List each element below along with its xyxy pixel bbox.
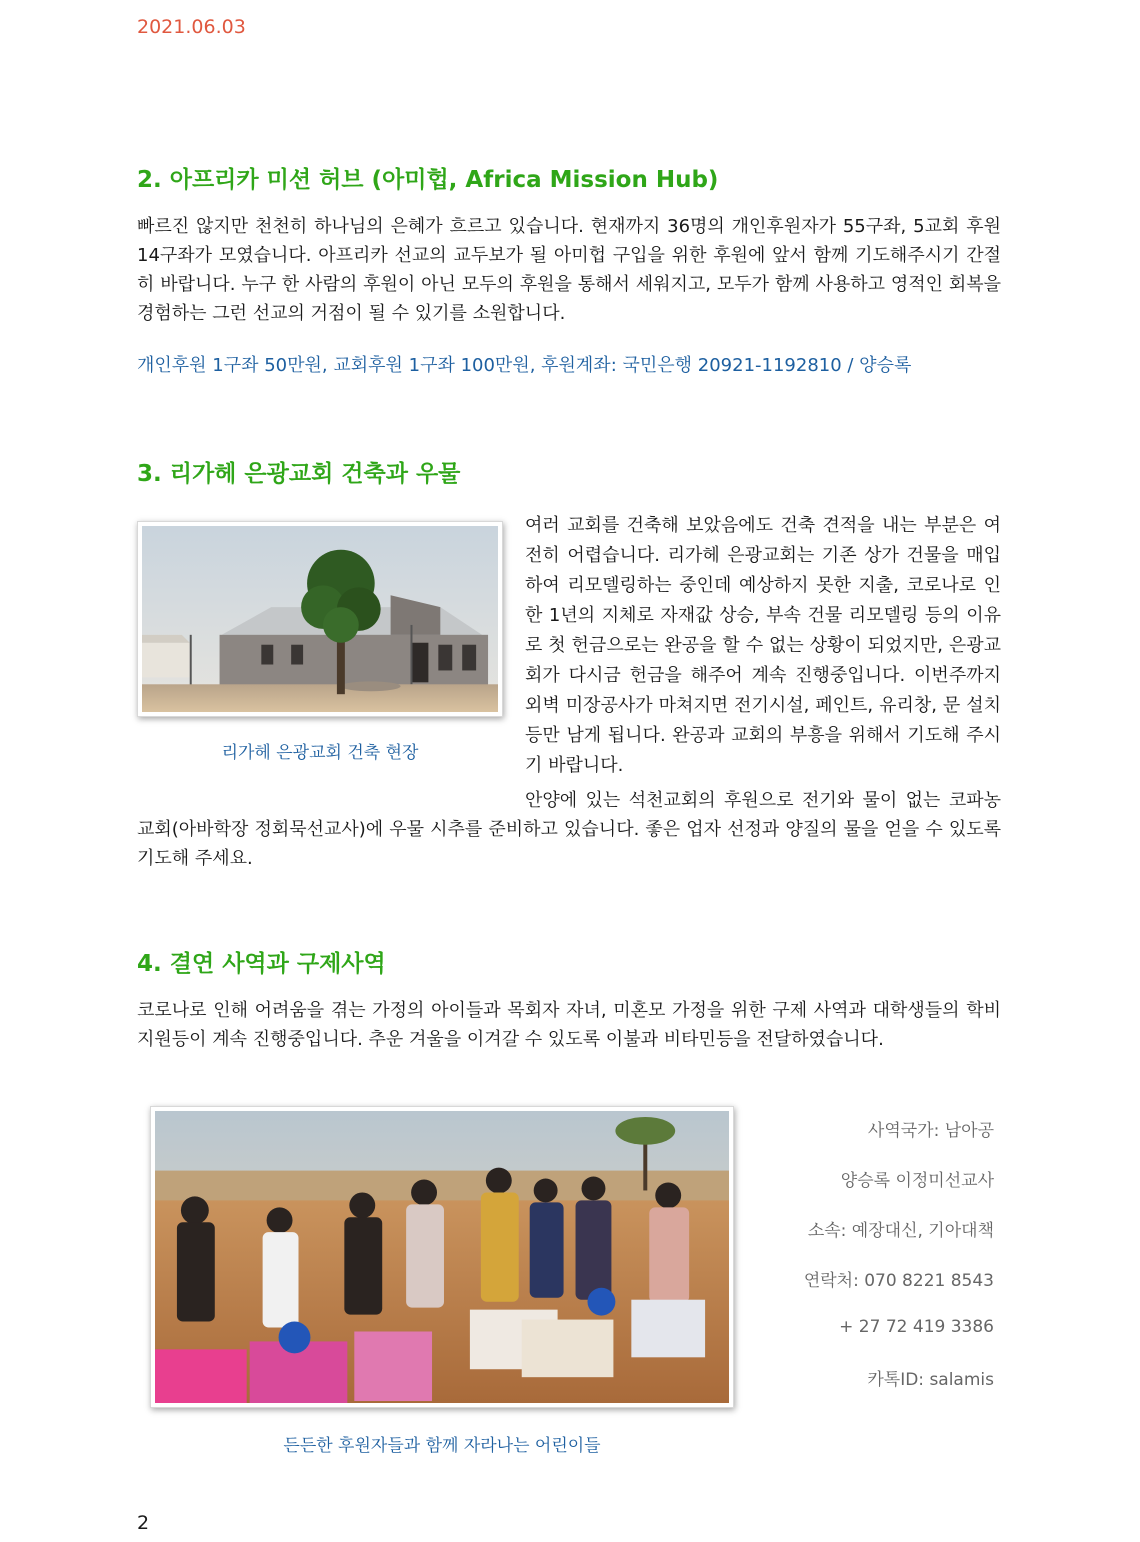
section-4-body: 코로나로 인해 어려움을 겪는 가정의 아이들과 목회자 자녀, 미혼모 가정을 위한 구제 사역과 대학생들의 학비지원등이 계속 진행중입니다. 추운 겨울을 이겨갈 수 있도록 이불과 비타민등을 전달하였습니다. [137,1000,1001,1050]
section-2-title: 2. 아프리카 미션 허브 (아미헙, Africa Mission Hub) [137,167,719,193]
church-construction-photo [137,521,503,717]
well-drilling-paragraph: 안양에 있는 석천교회의 후원으로 전기와 물이 없는 코파농 교회(아바학장 정회묵선교사)에 우물 시추를 준비하고 있습니다. 좋은 업자 선정과 양질의 물을 얻을 수 있도록 기도해 주세요. [137,790,1001,869]
church-photo-caption: 리가헤 은광교회 건축 현장 [221,743,419,763]
mission-country: 사역국가: 남아공 [867,1121,994,1141]
children-with-supporters-photo [150,1106,734,1408]
children-photo-caption: 든든한 후원자들과 함께 자라나는 어린이들 [283,1436,601,1456]
section-4-title: 4. 결연 사역과 구제사역 [137,951,386,977]
missionary-names: 양승록 이정미선교사 [840,1171,994,1191]
phone-number: 연락처: 070 8221 8543 [803,1271,994,1291]
children-with-supporters-image [155,1111,729,1403]
kakao-id: 카톡ID: salamis [867,1370,994,1390]
page-number: 2 [137,1512,150,1534]
affiliation: 소속: 예장대신, 기아대책 [807,1221,994,1241]
support-account-info: 개인후원 1구좌 50만원, 교회후원 1구좌 100만원, 후원계좌: 국민은행 20921-1192810 / 양승록 [137,355,912,376]
phone-number-south-africa: + 27 72 419 3386 [839,1317,994,1337]
section-2-body: 빠르진 않지만 천천히 하나님의 은혜가 흐르고 있습니다. 현재까지 36명의 개인후원자가 55구좌, 5교회 후원 14구좌가 모였습니다. 아프리카 선교의 교두보가 될 아미헙 구입을 위한 후원에 앞서 함께 기도해주시기 간절히 바랍니다. 누구 한 사람의 후원이 아닌 모두의 후원을 통해서 세워지고, 모두가 함께 사용하고 영적인 회복을 경험하는 그런 선교의 거점이 될 수 있기를 소원합니다. [137,216,1001,324]
newsletter-date: 2021.06.03 [137,16,246,38]
section-3-title: 3. 리가헤 은광교회 건축과 우물 [137,461,461,487]
section-3-body: 여러 교회를 건축해 보았음에도 건축 견적을 내는 부분은 여전히 어렵습니다. 리가헤 은광교회는 기존 상가 건물을 매입하여 리모델링하는 중인데 예상하지 못한 지출, 코로나로 인한 1년의 지체로 자재값 상승, 부속 건물 리모델링 등의 이유로 첫 헌금으로는 완공을 할 수 없는 상황이 되었지만, 은광교회가 다시금 헌금을 해주어 계속 진행중입니다. 이번주까지 외벽 미장공사가 마쳐지면 전기시설, 페인트, 유리창, 문 설치등만 남게 됩니다. 완공과 교회의 부흥을 위해서 기도해 주시기 바랍니다. [525,515,1001,776]
church-construction-image [142,526,498,712]
